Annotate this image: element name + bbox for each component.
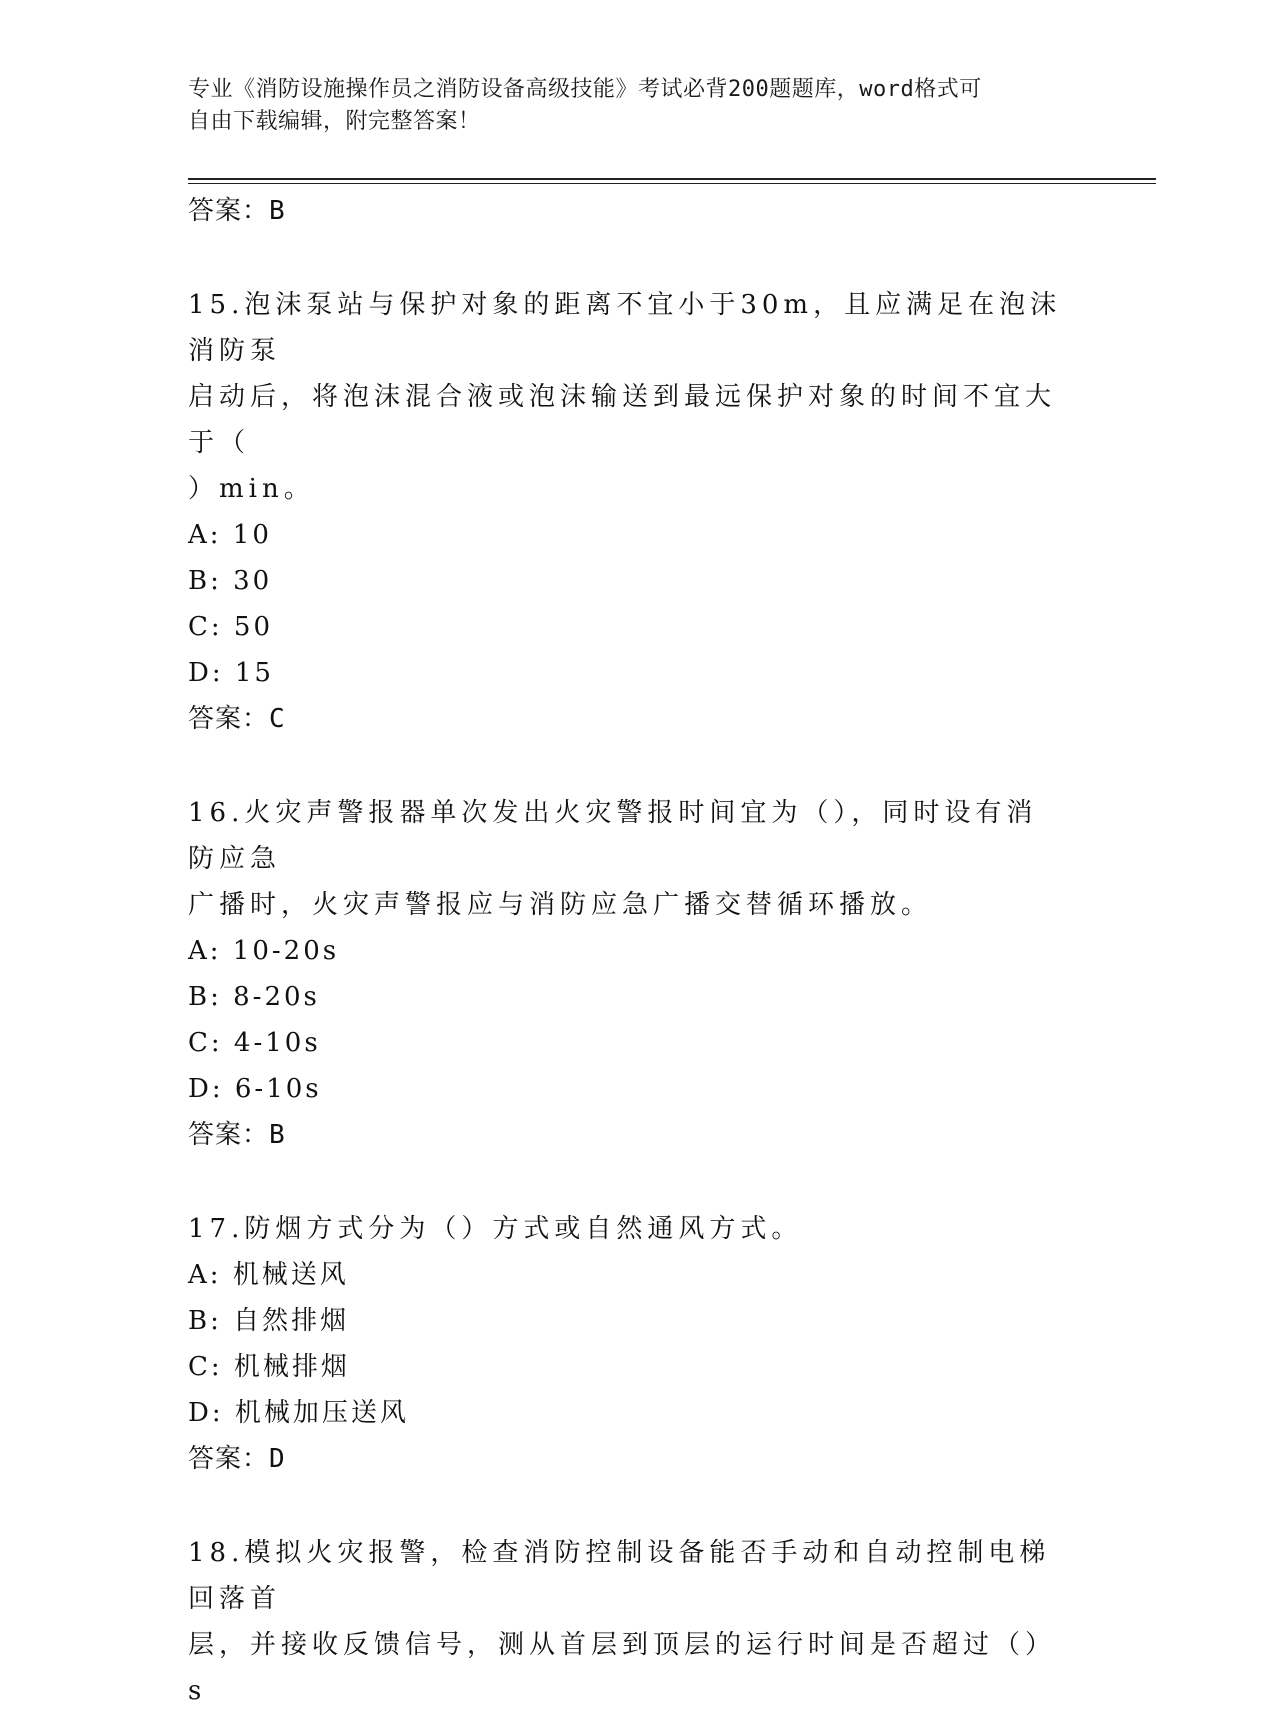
header-divider-thin <box>188 183 1156 184</box>
stem-line: 广播时，火灾声警报应与消防应急广播交替循环播放。 <box>188 890 933 920</box>
option-b: B: 自然排烟 <box>188 1306 350 1336</box>
answer-line: 答案：C <box>188 704 286 734</box>
document-header <box>188 74 1068 138</box>
option-d: D: 15 <box>188 658 274 688</box>
option-b: B: 30 <box>188 566 273 596</box>
stem-line: 17.防烟方式分为（）方式或自然通风方式。 <box>188 1214 803 1244</box>
header-line-1: 专业《消防设施操作员之消防设备高级技能》考试必背200题题库，word格式可 <box>188 77 982 102</box>
option-a: A: 10-20s <box>188 936 340 966</box>
answer-line: 答案：B <box>188 196 286 226</box>
question-stem <box>188 282 1068 512</box>
option-b: B: 8-20s <box>188 982 320 1012</box>
spacer <box>188 234 1088 282</box>
question-17 <box>188 1206 1088 1482</box>
question-list <box>188 188 1088 1714</box>
question-stem <box>188 790 1068 928</box>
question-18 <box>188 1530 1088 1714</box>
option-c: C: 50 <box>188 612 274 642</box>
stem-line: 18.模拟火灾报警，检查消防控制设备能否手动和自动控制电梯回落首 <box>188 1538 1051 1614</box>
stem-line: 启动后，将泡沫混合液或泡沫输送到最远保护对象的时间不宜大于（ <box>188 382 1057 458</box>
spacer <box>188 1158 1088 1206</box>
option-c: C: 机械排烟 <box>188 1352 350 1382</box>
stem-line: 16.火灾声警报器单次发出火灾警报时间宜为（），同时设有消防应急 <box>188 798 1038 874</box>
spacer <box>188 742 1088 790</box>
spacer <box>188 1482 1088 1530</box>
answer-line: 答案：B <box>188 1120 286 1150</box>
option-d: D: 6-10s <box>188 1074 322 1104</box>
question-15 <box>188 282 1088 742</box>
question-stem <box>188 1530 1068 1714</box>
header-line-2: 自由下载编辑，附完整答案！ <box>188 109 481 134</box>
option-d: D: 机械加压送风 <box>188 1398 409 1428</box>
answer-line: 答案：D <box>188 1444 286 1474</box>
option-a: A: 10 <box>188 520 272 550</box>
header-divider-thick <box>188 178 1156 180</box>
question-16 <box>188 790 1088 1158</box>
question-stem <box>188 1206 1068 1252</box>
option-a: A: 机械送风 <box>188 1260 349 1290</box>
option-c: C: 4-10s <box>188 1028 321 1058</box>
stem-line: ）min。 <box>188 474 315 504</box>
stem-line: 层，并接收反馈信号，测从首层到顶层的运行时间是否超过（）s <box>188 1630 1057 1706</box>
stem-line: 15.泡沫泵站与保护对象的距离不宜小于30m，且应满足在泡沫消防泵 <box>188 290 1062 366</box>
